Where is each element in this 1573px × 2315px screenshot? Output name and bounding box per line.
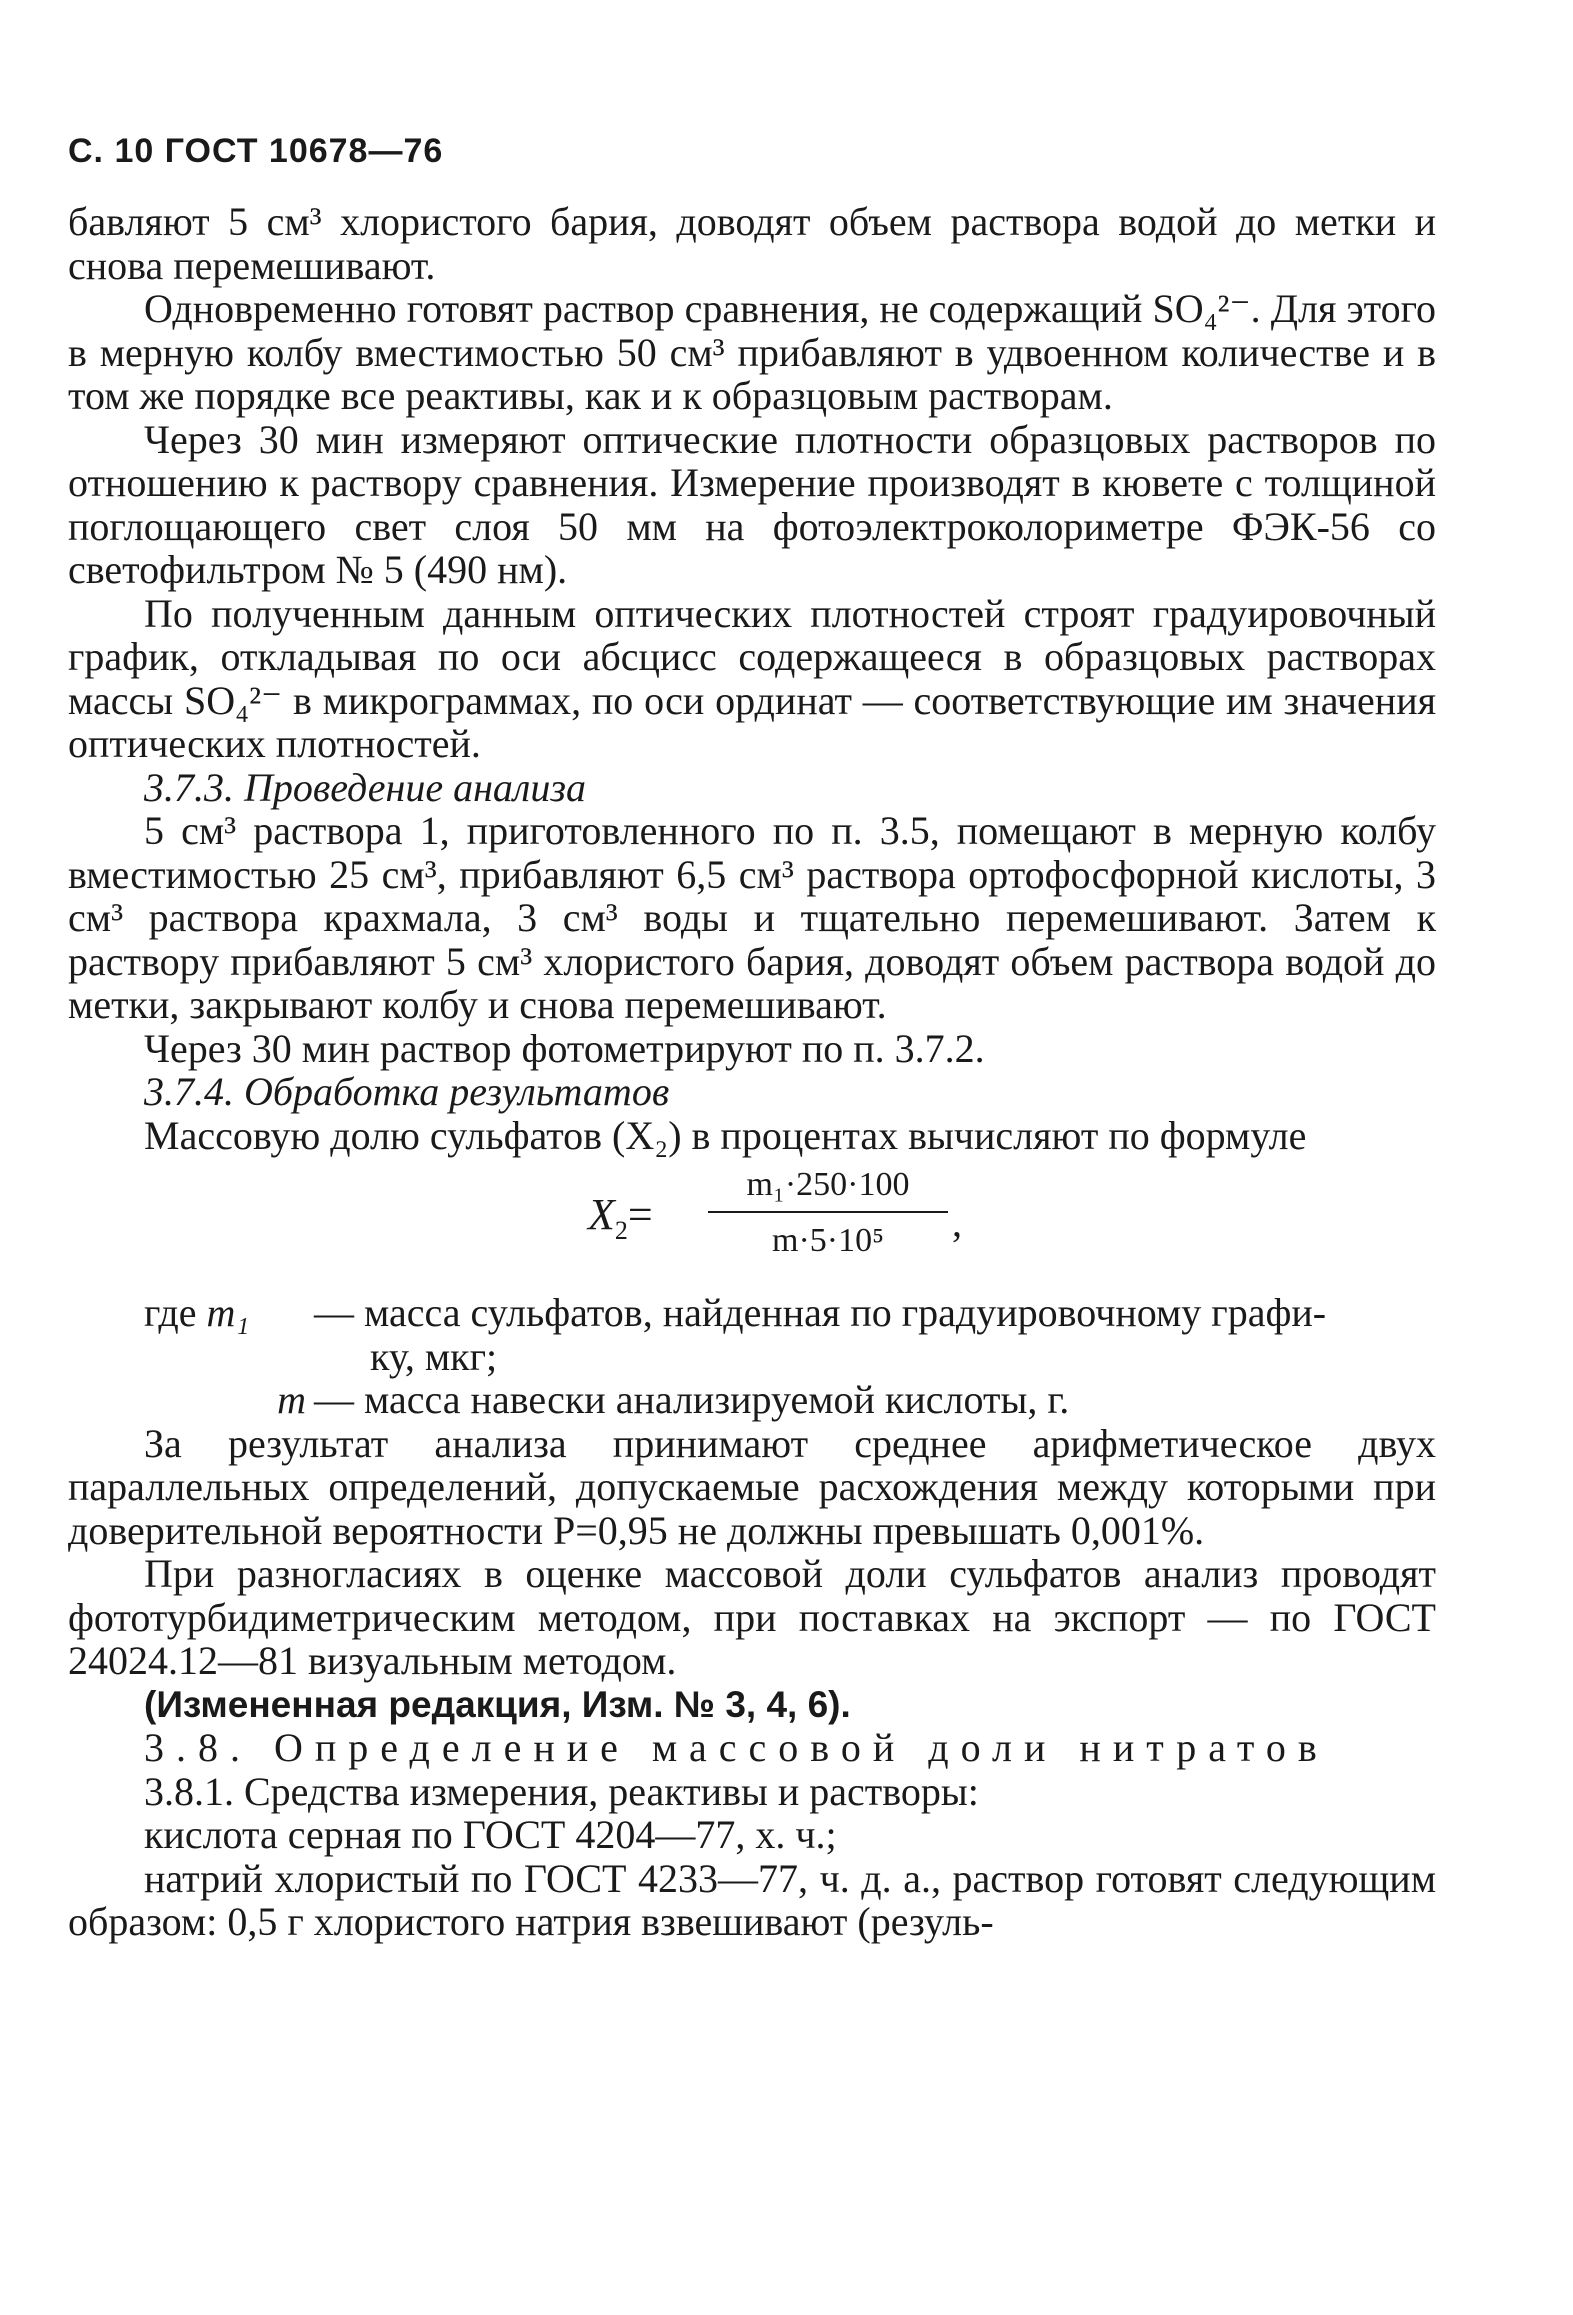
- formula-lhs: $X_2=$: [588, 1190, 653, 1245]
- definition-term: где m₁: [144, 1290, 250, 1335]
- formula-comma: ,: [952, 1200, 962, 1245]
- section-heading-3-8: 3.8. Определение массовой доли нитратов: [144, 1725, 1329, 1770]
- paragraph: 5 см³ раствора 1, приготовленного по п. 3.5, помещают в мерную колбу вместимостью 25 см³, прибавляют 6,5 см³ раствора ортофосфорной кислоты, 3 см³ раствора крахмала, 3 см³ воды и тщательно перемешивают. Затем к раствору прибавляют 5 см³ хлористого бария, доводят объем раствора водой до метки, закрывают колбу и снова перемешивают.: [68, 808, 1436, 1027]
- section-heading-3-7-3: 3.7.3. Проведение анализа: [144, 764, 586, 810]
- section-heading-3-8-1: 3.8.1. Средства измерения, реактивы и растворы:: [144, 1768, 979, 1814]
- definition-desc: — масса навески анализируемой кислоты, г.: [314, 1377, 1070, 1422]
- definition-row: [144, 1378, 1436, 1422]
- formula-denominator: m·5·10⁵: [772, 1221, 884, 1259]
- paragraph: бавляют 5 см³ хлористого бария, доводят объем раствора водой до метки и снова перемешивают.: [68, 199, 1436, 288]
- definition-term: m: [277, 1377, 306, 1422]
- section-heading-3-7-4: 3.7.4. Обработка результатов: [144, 1069, 670, 1114]
- formula-fraction: [708, 1163, 948, 1262]
- amendment-note: (Измененная редакция, Изм. № 3, 4, 6).: [144, 1683, 851, 1725]
- definition-desc: — масса сульфатов, найденная по градуировочному графи-: [314, 1290, 1327, 1335]
- formula-numerator: m₁·250·100: [708, 1163, 948, 1213]
- definition-continuation: ку, мкг;: [370, 1333, 498, 1379]
- paragraph: При разногласиях в оценке массовой доли сульфатов анализ проводят фототурбидиметрическим методом, при поставках на экспорт — по ГОСТ 24024.12—81 визуальным методом.: [68, 1551, 1436, 1683]
- definition-row: [144, 1291, 1436, 1335]
- paragraph: Массовую долю сульфатов (X₂) в процентах вычисляют по формуле: [144, 1112, 1307, 1158]
- paragraph: кислота серная по ГОСТ 4204—77, х. ч.;: [144, 1812, 837, 1857]
- paragraph: За результат анализа принимают среднее арифметическое двух параллельных определений, допускаемые расхождения между которыми при доверительной вероятности P=0,95 не должны превышать 0,001%.: [68, 1420, 1436, 1553]
- paragraph: натрий хлористый по ГОСТ 4233—77, ч. д. а., раствор готовят следующим образом: 0,5 г хлористого натрия взвешивают (резуль-: [68, 1855, 1436, 1944]
- paragraph: Через 30 мин раствор фотометрируют по п. 3.7.2.: [144, 1025, 985, 1071]
- paragraph: Через 30 мин измеряют оптические плотности образцовых растворов по отношению к раствору сравнения. Измерение производят в кювете с толщиной поглощающего свет слоя 50 мм на фотоэлектроколориметре ФЭК-56 со светофильтром № 5 (490 нм).: [68, 416, 1436, 592]
- paragraph: По полученным данным оптических плотностей строят градуировочный график, откладывая по оси абсцисс содержащееся в образцовых растворах массы SO₄²⁻ в микрограммах, по оси ординат — соответствующие им значения оптических плотностей.: [68, 590, 1436, 766]
- document-body: [68, 200, 1436, 1944]
- definitions: [144, 1291, 1436, 1422]
- paragraph: Одновременно готовят раствор сравнения, не содержащий SO₄²⁻. Для этого в мерную колбу вместимостью 50 см³ прибавляют в удвоенном количестве и в том же порядке все реактивы, как и к образцовым растворам.: [68, 286, 1436, 418]
- page-header: С. 10 ГОСТ 10678—76: [68, 132, 444, 170]
- formula: [68, 1163, 1436, 1283]
